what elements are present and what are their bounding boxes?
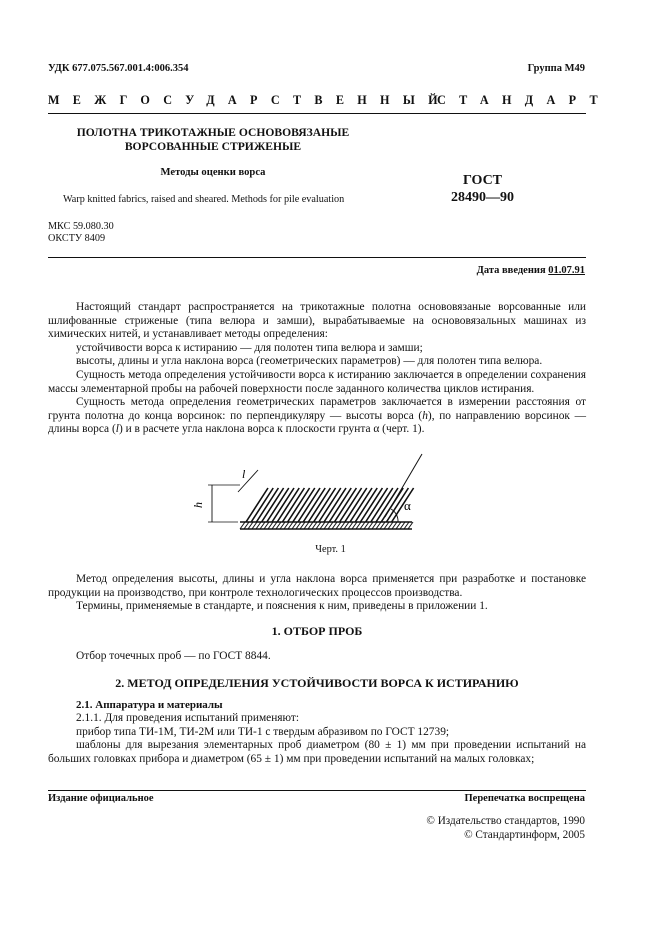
figure-caption: Черт. 1 [315, 544, 346, 555]
footer-rule [48, 790, 586, 791]
fig-label-l: l [242, 467, 246, 481]
subtitle: Методы оценки ворса [160, 167, 266, 178]
paragraph-abrasion-essence: Сущность метода определения устойчивости ворса к истиранию заключается в определении сохранения массы элементарной пробы на рабочей поверхности после заданного количества циклов истирания. [48, 368, 586, 395]
section-1-text: Отбор точечных проб — по ГОСТ 8844. [76, 650, 271, 662]
reprint-notice: Перепечатка воспрещена [464, 793, 585, 804]
copyright-2005: © Стандартинформ, 2005 [464, 829, 585, 841]
gost-designation [425, 172, 540, 206]
copyright-block [426, 814, 585, 842]
copyright-1990: © Издательство стандартов, 1990 [426, 815, 585, 827]
section-2-heading: 2. МЕТОД ОПРЕДЕЛЕНИЯ УСТОЙЧИВОСТИ ВОРСА К ИСТИРАНИЮ [115, 676, 519, 690]
paragraph-method-2: высоты, длины и угла наклона ворса (геометрических параметров) — для полотен типа велюра. [76, 355, 543, 368]
title-rule [48, 257, 586, 258]
title-line1: ПОЛОТНА ТРИКОТАЖНЫЕ ОСНОВОВЯЗАНЫЕ [76, 126, 350, 139]
mks-code: МКС 59.080.30 [48, 221, 114, 232]
title-block [48, 126, 378, 154]
banner-left: МЕЖГОСУДАРСТВЕННЫЙ [48, 93, 451, 107]
body-text-2 [48, 573, 586, 614]
classification-codes [48, 221, 114, 245]
title-line2: ВОРСОВАННЫЕ СТРИЖЕНЫЕ [124, 140, 302, 153]
banner-right: СТАНДАРТ [437, 93, 611, 107]
paragraph-geometry-essence: Сущность метода определения геометрических параметров заключается в измерении расстояния от грунта полотна до конца ворсинок: по перпендикуляру — высоты ворса (h), по направлению ворсинок — длины ворса (l) и в расчете угла наклона ворса к плоскости грунта α (черт. 1). [48, 396, 586, 436]
official-edition: Издание официальное [48, 793, 154, 804]
intro-date-label: Дата введения [476, 265, 546, 276]
intro-date-value: 01.07.91 [548, 265, 585, 276]
pile-figure [190, 452, 430, 537]
clause-2-1-1: 2.1.1. Для проведения испытаний применяют: [76, 712, 300, 724]
section-2-body [48, 712, 586, 766]
gost-number: 28490—90 [451, 190, 514, 205]
clause-2-1-1-device: прибор типа ТИ-1М, ТИ-2М или ТИ-1 с твердым абразивом по ГОСТ 12739; [76, 725, 450, 738]
udk-code: УДК 677.075.567.001.4:006.354 [48, 63, 189, 74]
header-rule [48, 113, 586, 114]
fig-label-alpha: α [404, 498, 411, 513]
section-1-heading: 1. ОТБОР ПРОБ [271, 624, 363, 638]
section-2-1-heading: 2.1. Аппаратура и материалы [76, 699, 223, 711]
english-title: Warp knitted fabrics, raised and sheared. Methods for pile evaluation [63, 194, 345, 205]
gost-label: ГОСТ [462, 173, 503, 188]
body-text [48, 301, 586, 437]
okstu-code: ОКСТУ 8409 [48, 233, 106, 244]
paragraph-method-1: устойчивости ворса к истиранию — для полотен типа велюра и замши; [76, 341, 423, 354]
paragraph-scope: Настоящий стандарт распространяется на трикотажные полотна основовязаные ворсованные или шлифованные стриженые (типа велюра и замши), вырабатываемые на основовязальных машинах из химических нитей, и устанавливает методы определения: [48, 301, 586, 341]
fig-label-h: h [191, 502, 205, 508]
paragraph-application: Метод определения высоты, длины и угла наклона ворса применяется при разработке и постановке продукции на производство, при контроле технологических процессов производства. [48, 573, 586, 599]
paragraph-terms: Термины, применяемые в стандарте, и пояснения к ним, приведены в приложении 1. [76, 600, 488, 613]
clause-2-1-1-templates: шаблоны для вырезания элементарных проб диаметром (80 ± 1) мм при проведении испытаний на больших головках прибора и диаметром (65 ± 1) мм при проведении испытаний на малых головках; [48, 739, 586, 765]
group-code: Группа М49 [527, 63, 585, 74]
intro-date [477, 265, 585, 276]
